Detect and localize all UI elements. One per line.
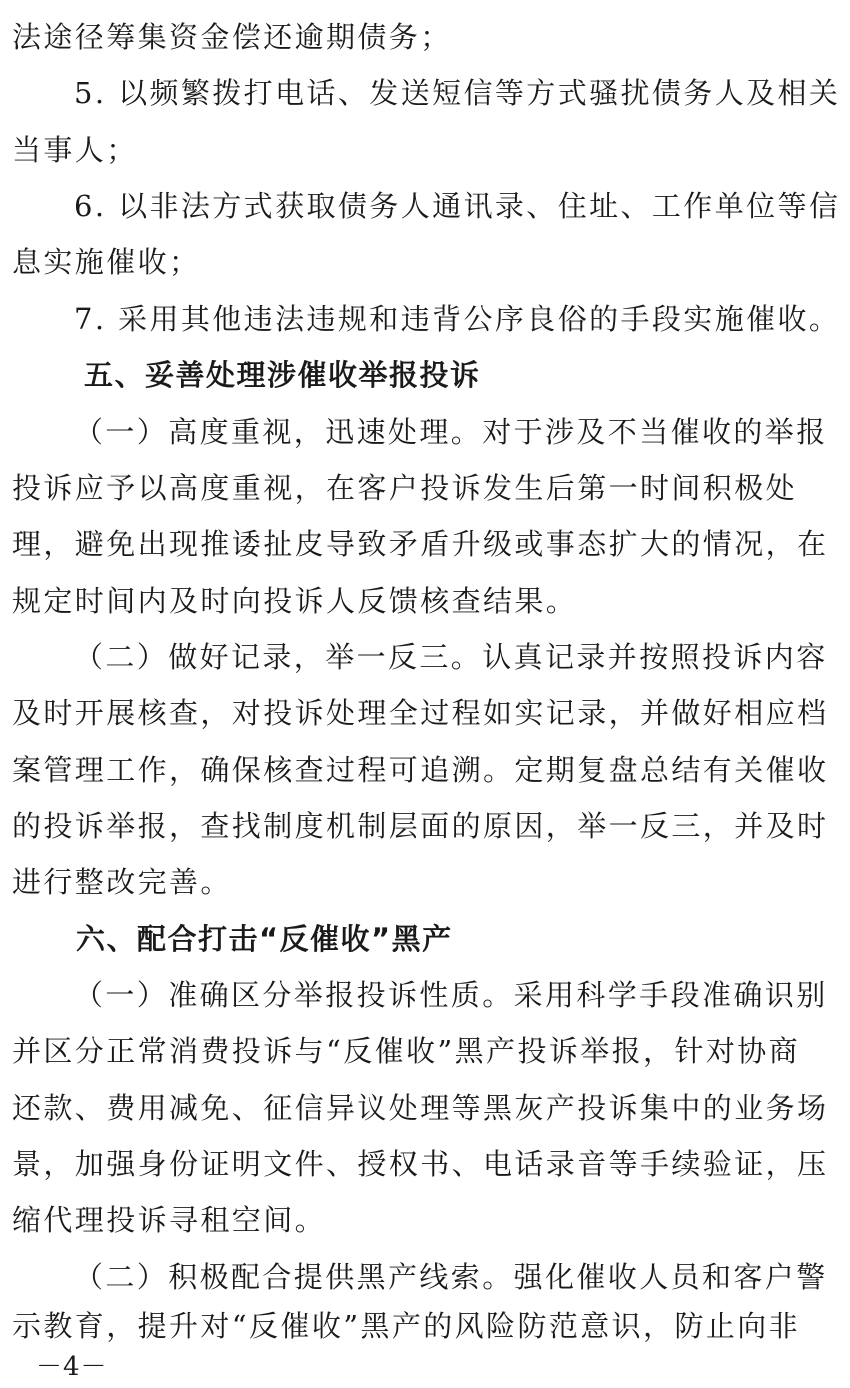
paragraph-line: 示教育，提升对“反催收”黑产的风险防范意识，防止向非 <box>12 1309 801 1343</box>
paragraph-line: 案管理工作，确保核查过程可追溯。定期复盘总结有关催收 <box>12 753 829 787</box>
paragraph-line: 并区分正常消费投诉与“反催收”黑产投诉举报，针对协商 <box>12 1034 801 1068</box>
paragraph-line: 及时开展核查，对投诉处理全过程如实记录，并做好相应档 <box>12 696 829 730</box>
section-heading-5: 五、妥善处理涉催收举报投诉 <box>84 358 481 392</box>
paragraph-line: （二）积极配合提供黑产线索。强化催收人员和客户警 <box>74 1260 828 1294</box>
body-line: 息实施催收； <box>12 245 201 279</box>
paragraph-line: 缩代理投诉寻租空间。 <box>12 1203 327 1237</box>
paragraph-line: （二）做好记录，举一反三。认真记录并按照投诉内容 <box>74 640 828 674</box>
paragraph-line: 规定时间内及时向投诉人反馈核查结果。 <box>12 584 578 618</box>
paragraph-line: 景，加强身份证明文件、授权书、电话录音等手续验证，压 <box>12 1147 829 1181</box>
body-line: 当事人； <box>12 133 138 167</box>
paragraph-line: 理，避免出现推诿扯皮导致矛盾升级或事态扩大的情况，在 <box>12 527 829 561</box>
page-number: －4－ <box>36 1352 108 1382</box>
list-item-7: 7. 采用其他违法违规和违背公序良俗的手段实施催收。 <box>74 302 841 336</box>
list-item-5: 5. 以频繁拨打电话、发送短信等方式骚扰债务人及相关 <box>74 76 841 110</box>
paragraph-line: （一）高度重视，迅速处理。对于涉及不当催收的举报 <box>74 415 828 449</box>
list-item-6: 6. 以非法方式获取债务人通讯录、住址、工作单位等信 <box>74 189 841 223</box>
body-line: 法途径筹集资金偿还逾期债务； <box>12 20 452 54</box>
paragraph-line: 的投诉举报，查找制度机制层面的原因，举一反三，并及时 <box>12 809 829 843</box>
paragraph-line: 还款、费用减免、征信异议处理等黑灰产投诉集中的业务场 <box>12 1091 829 1125</box>
section-heading-6: 六、配合打击“反催收”黑产 <box>76 922 453 956</box>
paragraph-line: 进行整改完善。 <box>12 865 232 899</box>
paragraph-line: （一）准确区分举报投诉性质。采用科学手段准确识别 <box>74 978 828 1012</box>
paragraph-line: 投诉应予以高度重视，在客户投诉发生后第一时间积极处 <box>12 471 798 505</box>
